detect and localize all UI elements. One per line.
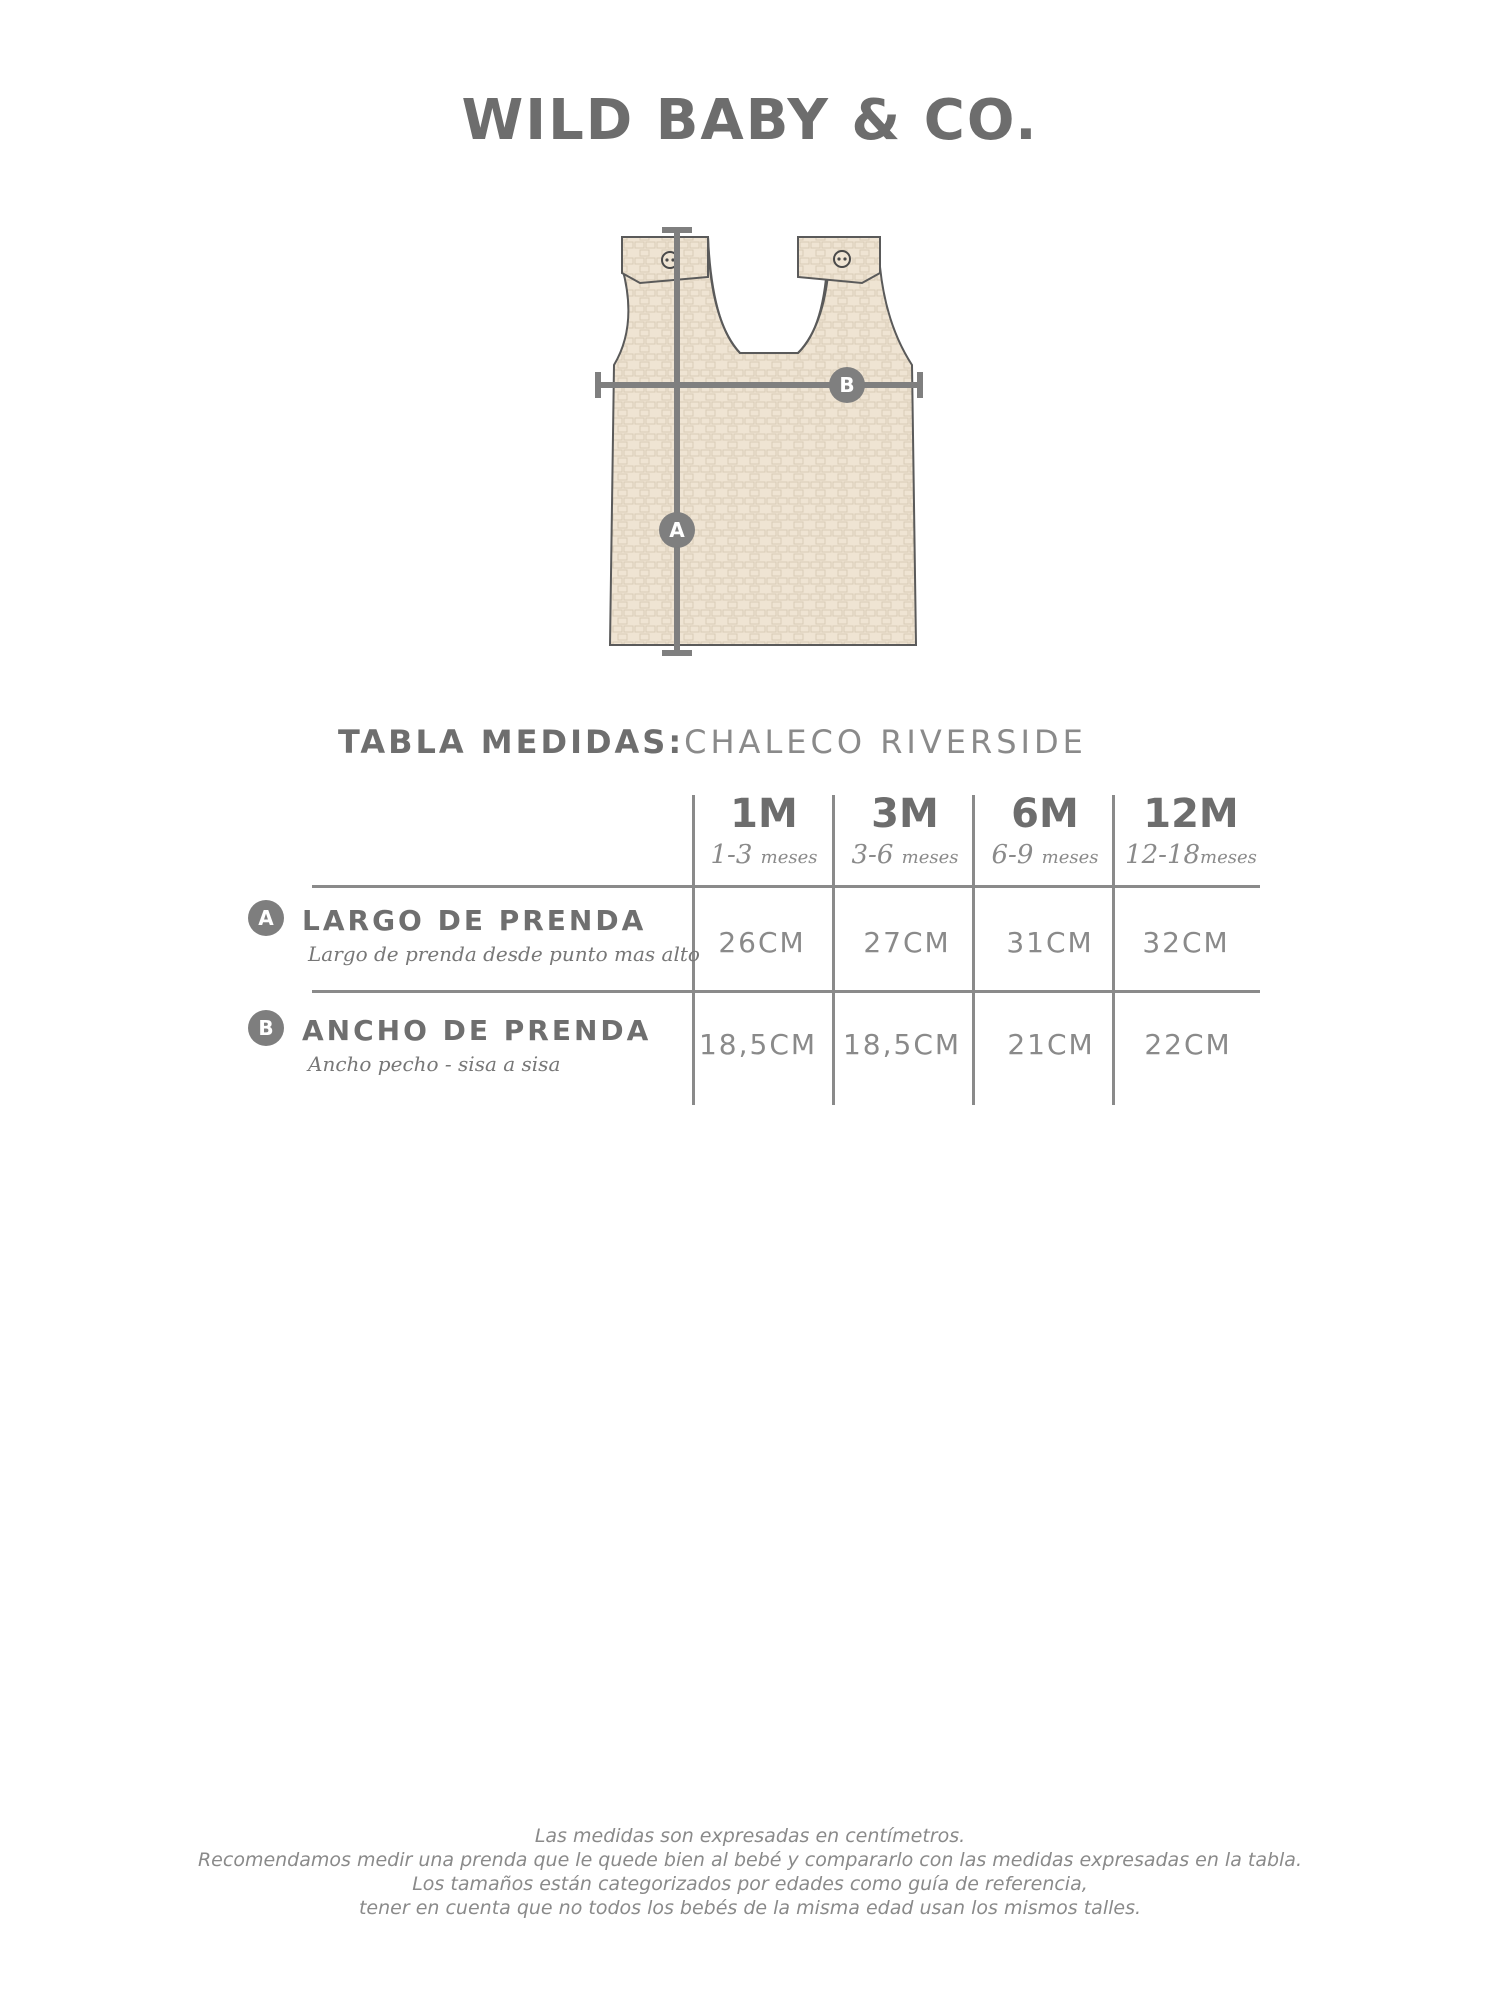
row-b-title: ANCHO DE PRENDA	[302, 1014, 652, 1047]
vest-diagram	[590, 225, 930, 665]
footer-line: Recomendamos medir una prenda que le quede bien al bebé y compararlo con las medidas expresadas en la tabla.	[197, 1849, 1302, 1871]
table-cell: 18,5CM	[698, 1028, 818, 1061]
table-row-divider	[312, 885, 1260, 888]
size-code: 3M	[871, 791, 939, 837]
footer-line: tener en cuenta que no todos los bebés de la misma edad usan los mismos talles.	[358, 1897, 1142, 1919]
footer-line: Los tamaños están categorizados por edades como guía de referencia,	[412, 1873, 1088, 1895]
size-header-6m	[975, 790, 1115, 875]
size-header-12m	[1121, 790, 1261, 875]
size-range: 1-3 meses	[710, 840, 818, 870]
size-range: 12-18meses	[1125, 840, 1257, 870]
size-range: 3-6 meses	[851, 840, 959, 870]
table-row-divider	[312, 990, 1260, 993]
table-cell: 27CM	[863, 926, 951, 959]
table-cell: 18,5CM	[842, 1028, 962, 1061]
vest-body	[610, 237, 916, 645]
row-a-title: LARGO DE PRENDA	[302, 904, 647, 937]
table-cell: 26CM	[718, 926, 806, 959]
table-title	[338, 723, 1087, 761]
footer-line: Las medidas son expresadas en centímetros.	[534, 1825, 966, 1847]
table-title-bold: TABLA MEDIDAS:	[338, 723, 685, 761]
table-cell: 31CM	[1006, 926, 1094, 959]
size-range: 6-9 meses	[991, 840, 1099, 870]
marker-b: B	[839, 373, 855, 397]
footer-notes	[0, 1824, 1500, 1920]
row-b-subtitle: Ancho pecho - sisa a sisa	[308, 1052, 561, 1076]
brand-title: WILD BABY & CO.	[461, 88, 1039, 153]
size-code: 6M	[1011, 791, 1079, 837]
size-code: 12M	[1143, 791, 1239, 837]
row-a-subtitle: Largo de prenda desde punto mas alto	[308, 942, 700, 966]
table-cell: 22CM	[1144, 1028, 1232, 1061]
table-cell: 32CM	[1142, 926, 1230, 959]
row-a-badge: A	[248, 900, 284, 936]
size-code: 1M	[730, 791, 798, 837]
marker-a: A	[669, 518, 685, 542]
table-cell: 21CM	[1007, 1028, 1095, 1061]
right-button	[834, 251, 850, 267]
row-b-badge: B	[248, 1010, 284, 1046]
table-title-product: CHALECO RIVERSIDE	[684, 723, 1087, 761]
size-header-1m	[694, 790, 834, 875]
size-header-3m	[835, 790, 975, 875]
